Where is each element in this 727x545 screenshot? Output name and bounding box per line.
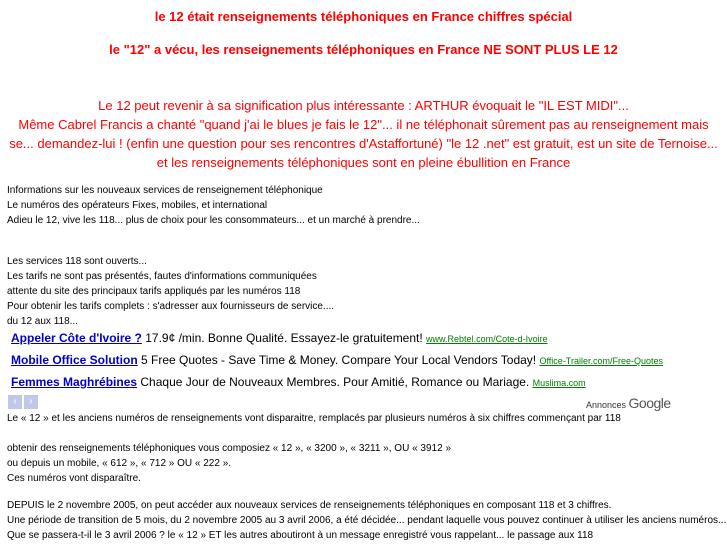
google-logo: Google [628,395,671,411]
body-line-9: Que se passera-t-il le 3 avril 2006 ? le « 12 » ET les autres aboutiront à un message enregistré vous rappelant... le passage aux 118 [7,530,594,541]
ad-1-url[interactable]: www.Rebtel.com/Cote-d-Ivoire [426,334,548,344]
chevron-right-icon[interactable]: › [24,395,38,409]
ad-3-text: Chaque Jour de Nouveaux Membres. Pour Amitié, Romance ou Mariage. [140,375,530,389]
ad-navigation [8,395,38,409]
ad-3-title[interactable]: Femmes Maghrébines [11,375,138,389]
ad-2[interactable] [11,353,663,367]
info-line-1: Informations sur les nouveaux services de renseignement téléphonique [7,185,323,196]
intro-line-3: se... demandez-lui ! (enfin une question pour ses rencontres d'Astaffortuné) "le 12 .net" est gratuit, est un site de Ternoise... [9,136,718,151]
ad-1[interactable] [11,331,548,345]
annonces-label: Annonces [586,400,627,410]
ad-3-url[interactable]: Muslima.com [532,378,586,388]
intro-line-2: Même Cabrel Francis a chanté "quand j'ai le blues je fais le 12"... il ne téléphonait sûrement pas au renseignement mais [18,117,709,132]
services-line-4: Pour obtenir les tarifs complets : s'adresser aux fournisseurs de service.... [7,301,335,312]
services-line-3: attente du site des principaux tarifs appliqués par les numéros 118 [7,286,301,297]
services-line-5: du 12 aux 118... [7,316,78,327]
headline-1: le 12 était renseignements téléphoniques en France chiffres spécial [154,9,573,24]
services-line-1: Les services 118 sont ouverts... [7,256,147,267]
body-line-7: DEPUIS le 2 novembre 2005, on peut accéder aux nouveaux services de renseignements téléphoniques en composant 118 et 3 chiffres. [7,500,612,511]
ad-3[interactable] [11,375,586,389]
headline-2: le "12" a vécu, les renseignements téléphoniques en France NE SONT PLUS LE 12 [109,42,618,57]
chevron-left-icon[interactable]: ‹ [8,395,22,409]
body-line-4: ou depuis un mobile, « 612 », « 712 » OU « 222 ». [7,458,232,469]
ad-2-title[interactable]: Mobile Office Solution [11,353,138,367]
ad-2-url[interactable]: Office-Trailer.com/Free-Quotes [539,356,664,366]
body-line-1: Le « 12 » et les anciens numéros de renseignements vont disparaitre, remplacés par plusieurs numéros à six chiffres commençant par 118 [7,413,621,424]
ad-2-text: 5 Free Quotes - Save Time & Money. Compare Your Local Vendors Today! [141,353,537,367]
body-line-5: Ces numéros vont disparaître. [7,473,141,484]
services-line-2: Les tarifs ne sont pas présentés, fautes d'informations communiquées [7,271,317,282]
ad-1-text: 17.9¢ /min. Bonne Qualité. Essayez-le gratuitement! [145,331,423,345]
ad-1-title[interactable]: Appeler Côte d'Ivoire ? [11,331,142,345]
body-line-8: Une période de transition de 5 mois, du 2 novembre 2005 au 3 avril 2006, a été décidée... pendant laquelle vous pouvez continuer à utiliser les anciens numéros... [7,515,727,526]
body-line-3: obtenir des renseignements téléphoniques vous composiez « 12 », « 3200 », « 3211 », OU « 3912 » [7,443,452,454]
info-line-2: Le numéros des opérateurs Fixes, mobiles, et international [7,200,268,211]
google-ads-label[interactable] [586,395,671,411]
intro-line-4: et les renseignements téléphoniques sont en pleine ébullition en France [156,155,571,170]
intro-line-1: Le 12 peut revenir à sa signification plus intéressante : ARTHUR évoquait le "IL EST MIDI"... [98,98,629,113]
info-line-3: Adieu le 12, vive les 118... plus de choix pour les consommateurs... et un marché à prendre... [7,215,420,226]
